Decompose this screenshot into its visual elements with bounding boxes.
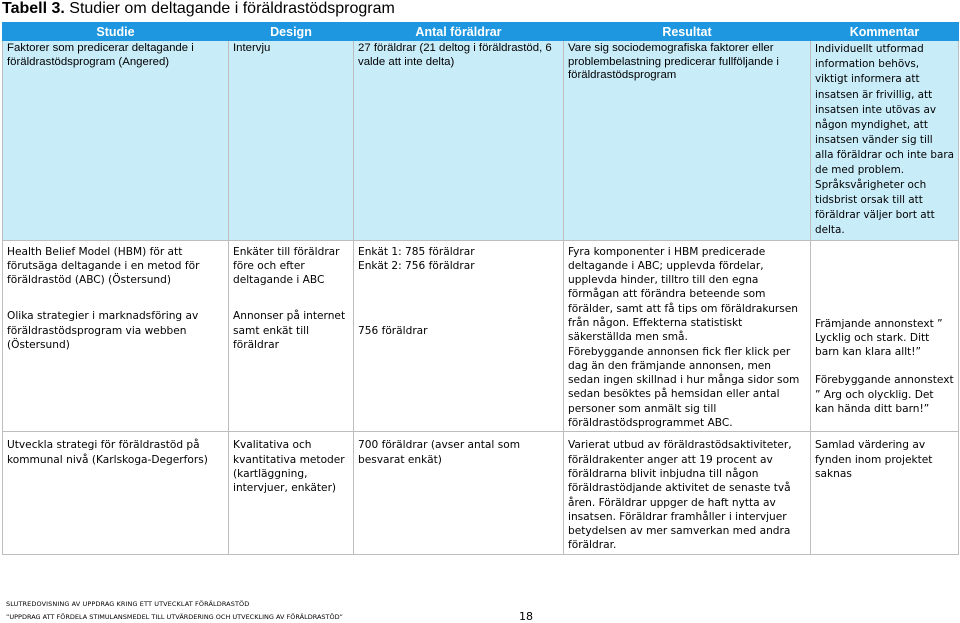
cell-resultat: Varierat utbud av föräldrastödsaktiviteter, föräldrakenter anger att 19 procent av föräldrarna blivit inbjudna till någon föräldrastödjande aktivitet de senaste två åren. Föräldrar uppger de haft nytta av insatsen. Föräldrar framhåller i intervjuer betydelsen av mer samverkan med andra föräldrar. <box>564 432 811 554</box>
cell-kommentar <box>811 240 959 432</box>
table-row <box>3 240 959 432</box>
cell-design: Kvalitativa och kvantitativa metoder (kartläggning, intervjuer, enkäter) <box>229 432 354 554</box>
antal-enkat2: Enkät 2: 756 föräldrar <box>358 259 475 272</box>
kommentar-framjande: Främjande annonstext ” Lycklig och stark. Ditt barn kan klara allt!” <box>815 317 943 359</box>
table-number: Tabell 3. <box>2 0 65 17</box>
cell-studie <box>3 240 229 432</box>
cell-studie: Utveckla strategi för föräldrastöd på kommunal nivå (Karlskoga-Degerfors) <box>3 432 229 554</box>
resultat-hbm: Fyra komponenter i HBM predicerade deltagande i ABC; upplevda fördelar, upplevda hinder, tilltro till den egna förmågan att förändra beteende som förälder, samt att få tips om föräldrakursen från någon. Effekterna statistiskt säkerställda men små. <box>568 245 799 344</box>
cell-design <box>229 240 354 432</box>
cell-antal: 27 föräldrar (21 deltog i föräldrastöd, 6 valde att inte delta) <box>354 41 564 240</box>
footer-assignment: ”UPPDRAG ATT FÖRDELA STIMULANSMEDEL TILL UTVÄRDERING OCH UTVECKLING AV FÖRÄLDRASTÖD” <box>6 613 343 621</box>
page-number: 18 <box>519 610 533 623</box>
table-row <box>3 432 959 554</box>
header-studie: Studie <box>3 23 229 41</box>
cell-antal: 700 föräldrar (avser antal som besvarat enkät) <box>354 432 564 554</box>
design-annonser: Annonser på internet samt enkät till föräldrar <box>233 310 346 351</box>
cell-antal <box>354 240 564 432</box>
table-row <box>3 41 959 240</box>
cell-resultat <box>564 240 811 432</box>
table-title <box>2 0 395 18</box>
header-resultat: Resultat <box>564 23 811 41</box>
table-caption: Studier om deltagande i föräldrastödsprogram <box>64 0 395 17</box>
header-row <box>3 23 959 41</box>
resultat-webb: Förebyggande annonsen fick fler klick per dag än den främjande annonsen, men sedan ingen skillnad i hur många sidor som sedan besöktes på hemsidan eller antal personer som anmält sig till föräldrastödsprogrammet ABC. <box>568 345 800 430</box>
antal-enkat1: Enkät 1: 785 föräldrar <box>358 245 475 258</box>
studies-table <box>2 22 959 555</box>
kommentar-forebyggande: Förebyggande annonstext ” Arg och olycklig. Det kan hända ditt barn!” <box>815 374 954 415</box>
header-antal: Antal föräldrar <box>354 23 564 41</box>
cell-studie: Faktorer som predicerar deltagande i föräldrastödsprogram (Angered) <box>3 41 229 240</box>
header-kommentar: Kommentar <box>811 23 959 41</box>
studie-hbm: Health Belief Model (HBM) för att förutsäga deltagande i en metod för föräldrastöd (ABC) (Östersund) <box>7 245 200 287</box>
cell-resultat: Vare sig sociodemografiska faktorer eller problembelastning predicerar fullföljande i föräldrastödsprogram <box>564 41 811 240</box>
antal-webb: 756 föräldrar <box>358 325 428 338</box>
cell-kommentar: Individuellt utformad information behövs, viktigt informera att insatsen är frivillig, att insatsen inte utövas av någon myndighet, att insatsen vänder sig till alla föräldrar och inte bara de med problem. Språksvårigheter och tidsbrist orsak till att föräldrar väljer bort att delta. <box>811 41 959 240</box>
design-enkater: Enkäter till föräldrar före och efter deltagande i ABC <box>233 245 340 287</box>
cell-kommentar: Samlad värdering av fynden inom projektet saknas <box>811 432 959 554</box>
studie-webb: Olika strategier i marknadsföring av föräldrastödsprogram via webben (Östersund) <box>7 310 199 351</box>
cell-design: Intervju <box>229 41 354 240</box>
footer-report-title: SLUTREDOVISNING AV UPPDRAG KRING ETT UTVECKLAT FÖRÄLDRASTÖD <box>6 600 250 608</box>
header-design: Design <box>229 23 354 41</box>
